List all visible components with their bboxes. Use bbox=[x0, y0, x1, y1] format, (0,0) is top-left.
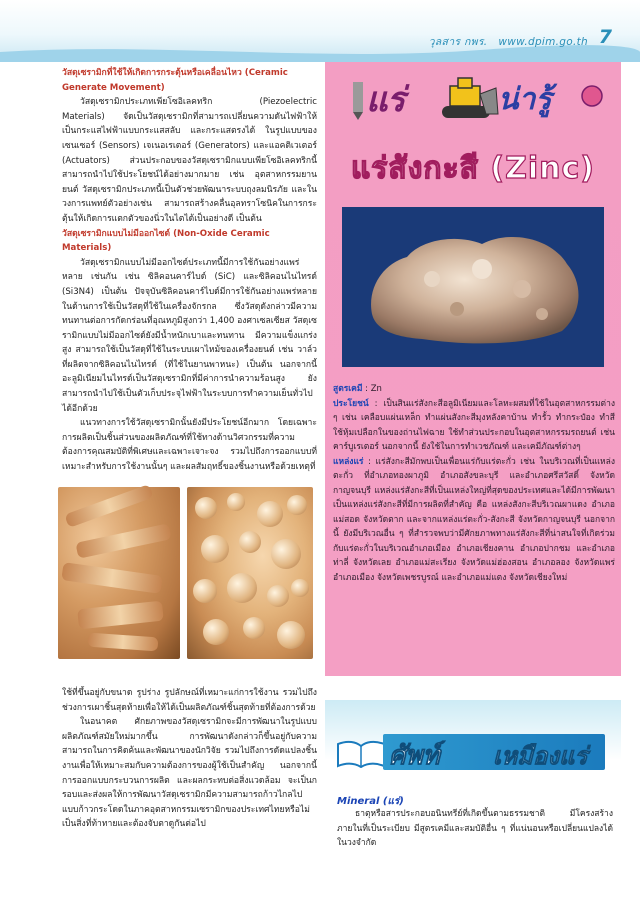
banner-word-term: ศัพท์ bbox=[389, 741, 440, 771]
zinc-details bbox=[333, 382, 615, 585]
zinc-ore-photo bbox=[342, 207, 604, 367]
zinc-rock-image bbox=[362, 219, 587, 349]
formula-label: สูตรเคมี bbox=[333, 384, 363, 394]
ceramic-photos bbox=[58, 487, 313, 659]
use-text: : เป็นสินแร่สังกะสีอลูมิเนียมและโลหะผสมที่ใช้ในอุตสาหกรรมต่าง ๆ เช่น เคลือบแผ่นเหล็ก ทำแผ่นสังกะสีมุงหลังคาบ้าน ทำรั้ว ทำกระป๋อง ทำสี ใช้หุ้มเปลือกในของถ่านไฟฉาย ใช้ทำส่วนประกอบในอุตสาหกรรมรถยนต์ เช่น คาร์บูเรเตอร์ นอกจากนี้ ยังใช้ในการทำเวชภัณฑ์ และเคมีภัณฑ์ต่างๆ bbox=[333, 398, 615, 452]
website-url[interactable]: www.dpim.go.th bbox=[498, 36, 588, 48]
pencil-icon bbox=[348, 80, 368, 120]
bulldozer-icon bbox=[436, 74, 500, 124]
left-column bbox=[62, 66, 317, 475]
logo-word-mineral: แร่ bbox=[366, 80, 405, 120]
use-paragraph bbox=[333, 397, 615, 455]
magazine-name: วุลสาร กพร. bbox=[428, 36, 488, 48]
logo-word-worth-knowing: น่ารู้ bbox=[498, 82, 552, 117]
use-label: ประโยชน์ bbox=[333, 398, 369, 409]
paragraph-future: ในอนาคต ศักยภาพของวัสดุเซรามิกจะมีการพัฒนาในรูปแบบผลิตภัณฑ์สมัยใหม่มากขึ้น การพัฒนาดังกล่าวก็ขึ้นอยู่กับความสามารถในการคิดค้นและพัฒนาของนักวิจัย รวมไปถึงการดัดแปลงชิ้นงานเพื่อให้เหมาะสมกับความต้องการของผู้ใช้เป็นสำคัญ นอกจากนี้ การออกแบบกระบวนการผลิต และผลกระทบต่อสิ่งแวดล้อม จะเป็นกรอบและส่งผลให้การพัฒนาวัสดุเซรามิกมีความสามารถก้าวไกลไปแบบก้าวกระโดดในภาคอุตสาหกรรมเซรามิกของประเทศไทยหรือไม่เป็นสิ่งที่ท้าทายและต้องจับตาดูกันต่อไป bbox=[62, 717, 317, 830]
ceramic-balls-photo bbox=[187, 487, 313, 659]
heading-ceramic-generate-movement: วัสดุเซรามิกที่ใช้ให้เกิดการกระตุ้นหรือเคลื่อนไหว (Ceramic Generate Movement) bbox=[62, 68, 288, 93]
mineral-term: Mineral (แร่) bbox=[337, 796, 404, 807]
paragraph-continuation: ใช้ที่ขึ้นอยู่กับขนาด รูปร่าง รูปลักษณ์ที่เหมาะแก่การใช้งาน รวมไปถึงช่วงการเผาชิ้นสุดท้ายเพื่อให้ได้เป็นผลิตภัณฑ์ชิ้นสุดท้ายที่ต้องการด้วย bbox=[62, 688, 317, 713]
source-paragraph bbox=[333, 455, 615, 586]
banner-word-mining: เหมืองแร่ bbox=[493, 742, 588, 770]
paragraph-non-oxide: วัสดุเซรามิกแบบไม่มีออกไซด์ประเภทนี้มีการใช้กันอย่างแพร่หลาย เช่นกัน เช่น ซิลิคอนคาร์ไบด์ (SiC) และซิลิคอนไนไทรด์ (Si3N4) เป็นต้น ปัจจุบันซิลิคอนคาร์ไบด์มีการใช้กันอย่างแพร่หลายในด้านการใช้เป็นวัสดุที่ใช้ในเครื่องจักรกล ซึ่งวัสดุดังกล่าวมีความทนทานต่อการกัดกร่อนที่อุณหภูมิสูงกว่า 1,400 องศาเซลเซียส วัสดุเซรามิกแบบไม่มีออกไซด์ยังมีน้ำหนักเบาและทนทาน มีความแข็งแกร่งสูง สามารถใช้เป็นวัสดุที่ใช้ในระบบเผาไหม้ของเครื่องยนต์ เช่น วาล์วที่ผลิตจากซิลิคอนไนไทรด์ (ที่ใช้ในยานพาหนะ) เป็นต้น นอกจากนี้ อะลูมิเนียมไนไทรด์เป็นวัสดุเซรามิกที่มีค่าการนำความร้อนสูง ยังสามารถนำไปใช้เป็นตัวเก็บประจุไฟฟ้าในระบบการทำความเย็นทั่วไปได้อีกด้วย bbox=[62, 257, 317, 414]
header-magazine-url bbox=[429, 33, 588, 50]
heading-non-oxide-ceramics: วัสดุเซรามิกแบบไม่มีออกไซด์ (Non-Oxide Ceramic Materials) bbox=[62, 228, 270, 254]
formula-value: : Zn bbox=[365, 384, 382, 394]
paragraph-piezoelectric: วัสดุเซรามิกประเภทเพียโซอิเลคทริก (Piezoelectric Materials) จัดเป็นวัสดุเซรามิกที่สามารถเปลี่ยนความดันไฟฟ้าให้เป็นกระแสไฟฟ้าแบบกระแสสลับ และกระแสตรงได้ ในรูปแบบของเซนเซอร์ (Sensors) เจเนอเรเตอร์ (Generators) และแอคติเวเตอร์ (Actuators) ส่วนประกอบของวัสดุเซรามิกแบบเพียโซอิเลคทริกนี้สามารถนำไปใช้ประโยชน์ได้อย่างมากมาย เช่น อุตสาหกรรมยานยนต์ วัสดุเซรามิกประเภทนี้เป็นตัวช่วยพัฒนาระบบถุงลมนิรภัย และในวงการแพทย์ตัวอย่างเช่น สามารถสร้างคลื่นอุลทราโซนิคในการกระตุ้นให้เกิดการแตกตัวของนิ่วในไตได้เป็นอย่างดี เป็นต้น bbox=[62, 97, 317, 224]
formula-line bbox=[333, 382, 615, 397]
mining-glossary-banner bbox=[383, 734, 605, 770]
page-header bbox=[0, 0, 640, 62]
paragraph-applications: แนวทางการใช้วัสดุเซรามิกนั้นยังมีประโยชน์อีกมาก โดยเฉพาะการผลิตเป็นชิ้นส่วนของผลิตภัณฑ์ที่ใช้ทางด้านวิศวกรรมที่ความต้องการคุณสมบัติที่พิเศษและเฉพาะเจาะจง รวมไปถึงการออกแบบที่เหมาะสำหรับการใช้งานนั้นๆ และผลสัมฤทธิ์ของชิ้นงานหรือด้วยเหตุที่ bbox=[62, 418, 317, 473]
ceramic-tubes-photo bbox=[58, 487, 180, 659]
left-column-lower bbox=[62, 686, 317, 832]
page-number: 7 bbox=[598, 26, 612, 48]
mineral-knowledge-logo bbox=[348, 70, 606, 130]
mineral-definition: ธาตุหรือสารประกอบอนินทรีย์ที่เกิดขึ้นตามธรรมชาติ มีโครงสร้างภายในที่เป็นระเบียบ มีสูตรเคมีและสมบัติอื่น ๆ ที่แน่นอนหรือเปลี่ยนแปลงได้ในวงจำกัด bbox=[337, 809, 613, 848]
open-book-icon bbox=[336, 738, 386, 768]
zinc-title: แร่สังกะสี (Zinc) bbox=[350, 151, 596, 186]
gem-icon bbox=[580, 84, 604, 108]
source-label: แหล่งแร่ bbox=[333, 456, 364, 467]
mineral-definition-block bbox=[337, 807, 613, 851]
source-text: : แร่สังกะสีมักพบเป็นเพื่อนแร่กับแร่ตะกั่ว เช่น ในบริเวณที่เป็นแหล่งตะกั่ว ที่อำเภอทองผาภูมิ อำเภอสังขละบุรี และอำเภอศรีสวัสดิ์ จังหวัดกาญจนบุรี แหล่งแร่สังกะสีที่เป็นแหล่งใหญ่ที่สุดของประเทศและได้มีการพัฒนาเป็นแหล่งแร่สังกะสีที่มีการผลิตที่สำคัญ คือ แหล่งสังกะสีบริเวณผาแดง อำเภอแม่สอด จังหวัดตาก และจากแหล่งแร่ตะกั่ว-สังกะสี จังหวัดกาญจนบุรี นอกจากนี้ ยังมีบริเวณอื่น ๆ ที่สำรวจพบว่ามีศักยภาพทางแร่สังกะสีที่น่าสนใจที่เกิดร่วมกับแร่ตะกั่วในบริเวณอำเภอเมือง อำเภอเชียงคาน อำเภอปากชม และอำเภอท่าลี่ จังหวัดเลย อำเภอแม่สะเรียง จังหวัดแม่ฮ่องสอน อำเภอลอง จังหวัดแพร่ อำเภอเมือง จังหวัดเพชรบูรณ์ และอำเภอแม่แตง จังหวัดเชียงใหม่ bbox=[333, 456, 615, 583]
